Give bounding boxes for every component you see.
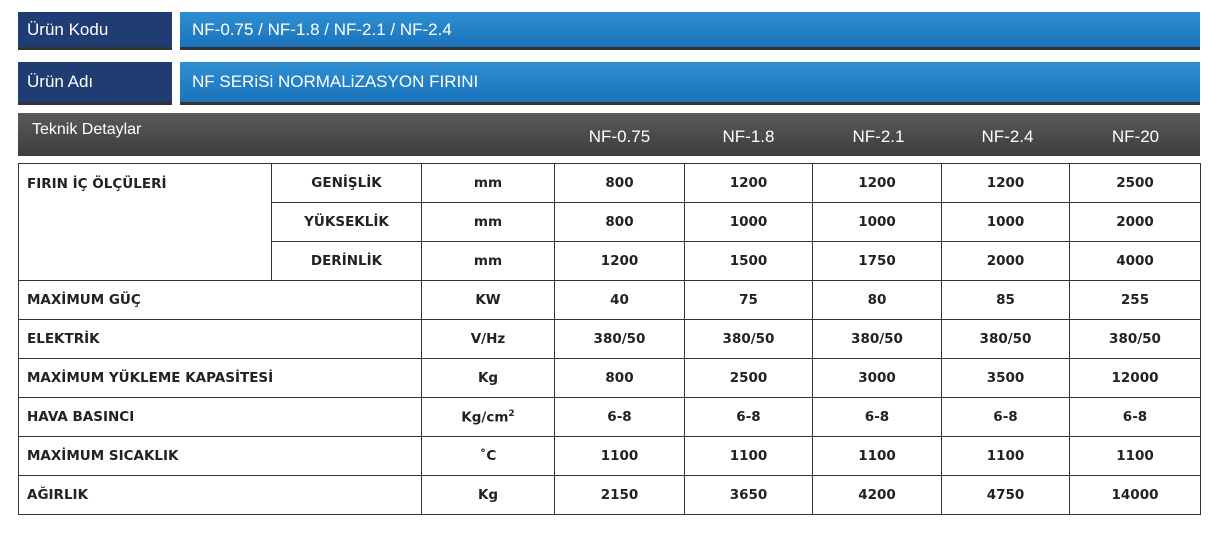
value-cell: 85 xyxy=(942,281,1070,320)
value-cell: 380/50 xyxy=(555,320,685,359)
value-cell: 1000 xyxy=(813,203,942,242)
row-label: MAXİMUM YÜKLEME KAPASİTESİ xyxy=(19,359,422,398)
unit-cell: mm xyxy=(422,164,555,203)
value-cell: 800 xyxy=(555,164,685,203)
value-cell: 6-8 xyxy=(813,398,942,437)
row-sublabel: GENİŞLİK xyxy=(272,164,422,203)
value-cell: 4000 xyxy=(1070,242,1201,281)
value-cell: 1750 xyxy=(813,242,942,281)
value-cell: 1200 xyxy=(942,164,1070,203)
value-cell: 1200 xyxy=(685,164,813,203)
table-row xyxy=(19,164,1201,203)
spec-title: Teknik Detaylar xyxy=(32,121,142,138)
value-cell: 1100 xyxy=(813,437,942,476)
model-col-header: NF-20 xyxy=(1111,127,1160,146)
value-cell: 4200 xyxy=(813,476,942,515)
product-name-label: Ürün Adı xyxy=(18,62,172,105)
spec-header-bar xyxy=(18,113,1200,156)
value-cell: 3500 xyxy=(942,359,1070,398)
table-row xyxy=(19,476,1201,515)
value-cell: 380/50 xyxy=(942,320,1070,359)
table-row xyxy=(19,359,1201,398)
value-cell: 800 xyxy=(555,203,685,242)
row-label: HAVA BASINCI xyxy=(19,398,422,437)
value-cell: 1200 xyxy=(813,164,942,203)
value-cell: 2500 xyxy=(1070,164,1201,203)
value-cell: 380/50 xyxy=(813,320,942,359)
unit-base: Kg/cm xyxy=(461,409,509,426)
value-cell: 1100 xyxy=(555,437,685,476)
value-cell: 2150 xyxy=(555,476,685,515)
unit-cell: mm xyxy=(422,242,555,281)
unit-cell: mm xyxy=(422,203,555,242)
row-sublabel: DERİNLİK xyxy=(272,242,422,281)
value-cell: 75 xyxy=(685,281,813,320)
value-cell: 14000 xyxy=(1070,476,1201,515)
product-name-row xyxy=(18,62,1200,105)
model-col-header: NF-2.4 xyxy=(981,127,1034,146)
unit-cell xyxy=(422,398,555,437)
value-cell: 3650 xyxy=(685,476,813,515)
value-cell: 80 xyxy=(813,281,942,320)
value-cell: 1100 xyxy=(942,437,1070,476)
value-cell: 6-8 xyxy=(942,398,1070,437)
spec-table xyxy=(18,163,1201,515)
table-row xyxy=(19,281,1201,320)
unit-cell: Kg xyxy=(422,359,555,398)
value-cell: 800 xyxy=(555,359,685,398)
value-cell: 1500 xyxy=(685,242,813,281)
value-cell: 6-8 xyxy=(685,398,813,437)
model-col-header: NF-2.1 xyxy=(852,127,905,146)
value-cell: 6-8 xyxy=(555,398,685,437)
value-cell: 2000 xyxy=(942,242,1070,281)
value-cell: 1100 xyxy=(685,437,813,476)
table-row xyxy=(19,320,1201,359)
row-label: ELEKTRİK xyxy=(19,320,422,359)
row-label: FIRIN İÇ ÖLÇÜLERİ xyxy=(19,164,272,281)
product-code-label: Ürün Kodu xyxy=(18,12,172,50)
value-cell: 4750 xyxy=(942,476,1070,515)
value-cell: 380/50 xyxy=(1070,320,1201,359)
row-sublabel: YÜKSEKLİK xyxy=(272,203,422,242)
product-code-row xyxy=(18,12,1200,50)
value-cell: 255 xyxy=(1070,281,1201,320)
row-label: MAXİMUM GÜÇ xyxy=(19,281,422,320)
unit-cell: KW xyxy=(422,281,555,320)
row-label: MAXİMUM SICAKLIK xyxy=(19,437,422,476)
model-col-header: NF-0.75 xyxy=(588,127,651,146)
value-cell: 6-8 xyxy=(1070,398,1201,437)
value-cell: 1100 xyxy=(1070,437,1201,476)
value-cell: 12000 xyxy=(1070,359,1201,398)
unit-superscript: 2 xyxy=(508,408,515,419)
product-code-value: NF-0.75 / NF-1.8 / NF-2.1 / NF-2.4 xyxy=(180,12,1200,50)
product-name-value: NF SERiSi NORMALiZASYON FIRINI xyxy=(180,62,1200,105)
model-col-header: NF-1.8 xyxy=(722,127,775,146)
row-label: AĞIRLIK xyxy=(19,476,422,515)
value-cell: 380/50 xyxy=(685,320,813,359)
value-cell: 1200 xyxy=(555,242,685,281)
unit-cell: Kg xyxy=(422,476,555,515)
value-cell: 2000 xyxy=(1070,203,1201,242)
value-cell: 1000 xyxy=(942,203,1070,242)
value-cell: 3000 xyxy=(813,359,942,398)
value-cell: 40 xyxy=(555,281,685,320)
unit-cell: ˚C xyxy=(422,437,555,476)
value-cell: 2500 xyxy=(685,359,813,398)
table-row xyxy=(19,437,1201,476)
value-cell: 1000 xyxy=(685,203,813,242)
unit-cell: V/Hz xyxy=(422,320,555,359)
table-row xyxy=(19,398,1201,437)
